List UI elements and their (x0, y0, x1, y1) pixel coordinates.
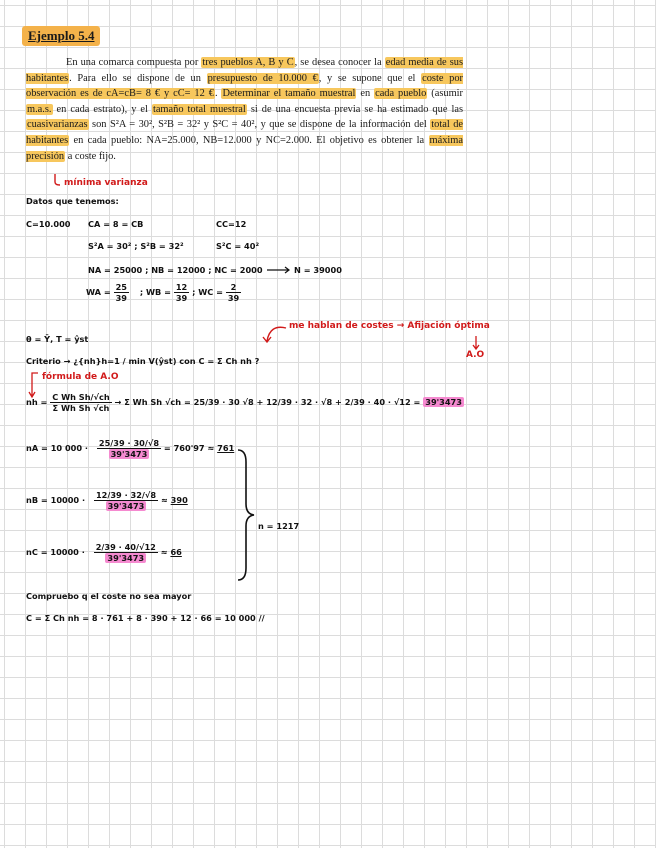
datos-heading: Datos que tenemos: (26, 196, 119, 206)
text-run: . Para ello se dispone de un (69, 72, 207, 84)
theta-definition: θ = Ȳ, T = ŷst (26, 334, 89, 344)
highlighted-phrase: tamaño total muestral (152, 103, 246, 115)
weight-b-den: 39 (175, 293, 188, 303)
nc-den: 39'3473 (107, 553, 145, 563)
criterion: Criterio → ¿{nh}h=1 / min V(ŷst) con C = Σ Ch nh ? (26, 356, 260, 366)
weight-a-fraction (114, 282, 129, 303)
highlighted-phrase: Determinar el tamaño muestral (222, 88, 356, 100)
weight-b-label: ; WB = (139, 287, 171, 297)
nc-label: nC = 10000 · (26, 547, 85, 557)
nh-fraction (50, 392, 111, 413)
weight-c-den: 39 (227, 293, 240, 303)
na-calculation (26, 438, 234, 459)
nb-den: 39'3473 (107, 501, 145, 511)
text-run: en cada estrato), y el (52, 103, 152, 115)
cost-c: CC=12 (216, 219, 247, 229)
min-variance-note: mínima varianza (64, 178, 148, 188)
nc-calculation (26, 542, 182, 563)
nb-label: nB = 10000 · (26, 495, 86, 505)
sum-result: 39'3473 (425, 397, 462, 407)
cost-ab: CA = 8 = CB (88, 219, 144, 229)
weight-c-num: 2 (226, 282, 241, 293)
nh-label: nh = (26, 397, 48, 407)
costs-note: me hablan de costes → Afijación óptima (289, 321, 490, 331)
text-run: si de una encuesta previa se ha estimado que las (246, 103, 463, 115)
na-result: = 760'97 ≈ (163, 443, 215, 453)
nb-rounded: 390 (170, 495, 188, 505)
text-run: . (214, 88, 222, 100)
text-run: en cada pueblo: NA=25.000, NB=12.000 y NC=2.000. El objetivo es obtener la (69, 134, 429, 146)
brace-icon (234, 448, 256, 582)
weight-b-fraction (174, 282, 189, 303)
total-cost: C=10.000 (26, 219, 71, 229)
nc-result: ≈ (160, 547, 168, 557)
populations: NA = 25000 ; NB = 12000 ; NC = 2000 (88, 265, 263, 275)
arrow-right-icon (266, 266, 292, 274)
text-run: en (356, 88, 375, 100)
weight-b-num: 12 (175, 282, 188, 292)
weights (86, 282, 241, 303)
variances-ab: S²A = 30² ; S²B = 32² (88, 241, 184, 251)
arrow-down-icon (471, 335, 481, 351)
na-rounded: 761 (217, 443, 235, 453)
highlighted-phrase: tres pueblos A, B y C (202, 57, 294, 68)
highlighted-phrase: coste por observación es de cA=cB= 8 € y cC= 12 € (26, 72, 463, 100)
nb-num: 12/39 · 32/√8 (95, 490, 157, 500)
weight-a-num: 25 (115, 282, 127, 292)
nb-calculation (26, 490, 188, 511)
text-run: , se desea conocer la (294, 57, 385, 68)
nh-den: Σ Wh Sh √ch (52, 403, 110, 413)
text-run: a coste fijo. (65, 150, 116, 162)
nc-num: 2/39 · 40/√12 (95, 542, 156, 552)
text-run: son S²A = 30², S²B = 32² y S²C = 40², y que se dispone de la información del (88, 119, 431, 131)
highlighted-phrase: edad media de sus habitantes (26, 57, 464, 84)
nc-rounded: 66 (170, 547, 182, 557)
curved-arrow-icon (262, 322, 288, 344)
weight-a-den: 39 (115, 293, 127, 303)
na-fraction (97, 438, 161, 459)
text-run: (asumir (427, 88, 463, 100)
nb-fraction (94, 490, 158, 511)
na-den: 39'3473 (110, 449, 148, 459)
weight-c-fraction (226, 282, 241, 303)
problem-statement (26, 55, 463, 164)
formula-label: fórmula de A.O (42, 372, 119, 382)
text-run: , y se supone que el (318, 72, 422, 84)
highlighted-phrase: total de habitantes (26, 119, 464, 146)
nb-result: ≈ (160, 495, 168, 505)
highlighted-phrase: cada pueblo (375, 88, 427, 100)
population-total: N = 39000 (294, 265, 342, 275)
nh-num: C Wh Sh/√ch (52, 392, 110, 402)
na-num: 25/39 · 30/√8 (98, 438, 160, 448)
check-heading: Compruebo q el coste no sea mayor (26, 591, 192, 601)
weight-c-label: ; WC = (192, 287, 223, 297)
na-label: nA = 10 000 · (26, 443, 89, 453)
example-title: Ejemplo 5.4 (22, 26, 100, 46)
cost-check: C = Σ Ch nh = 8 · 761 + 8 · 390 + 12 · 66 = 10 000 // (26, 613, 265, 623)
nc-fraction (94, 542, 158, 563)
n-total: n = 1217 (258, 521, 300, 531)
text-run: En una comarca compuesta por (66, 57, 202, 68)
variance-c: S²C = 40² (216, 241, 260, 251)
highlighted-phrase: cuasivarianzas (27, 119, 88, 131)
ao-note: A.O (466, 350, 485, 360)
sum-expression: → Σ Wh Sh √ch = 25/39 · 30 √8 + 12/39 · 32 · √8 + 2/39 · 40 · √12 = (114, 397, 421, 407)
weight-a-label: WA = (86, 287, 111, 297)
optimal-allocation-formula (26, 392, 464, 413)
highlighted-phrase: máxima precisión (26, 134, 463, 162)
highlighted-phrase: presupuesto de 10.000 € (207, 72, 318, 84)
highlighted-phrase: m.a.s. (27, 103, 52, 115)
